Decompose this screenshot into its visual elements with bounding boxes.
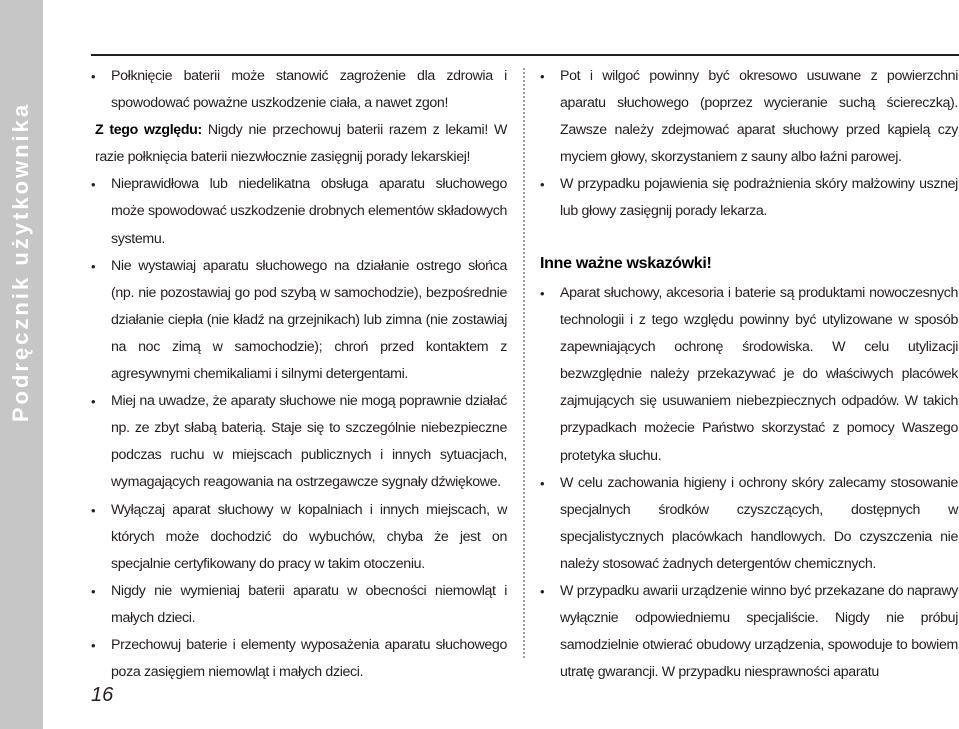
section-heading: Inne ważne wskazówki!: [540, 255, 712, 272]
sidebar-strip: [0, 0, 43, 729]
left-item-1: • Połknięcie baterii może stanowić zagrożenie dla zdrowia i spowodować poważne uszkodzenie ciała, a nawet zgon!: [91, 63, 507, 117]
right-item-3: • Aparat słuchowy, akcesoria i baterie są produktami nowoczesnych technologii i z tego względu powinny być utylizowane w sposób zapewniających ochronę środowiska. W celu utylizacji bezwzględnie należy przekazywać je do właściwych placówek zajmujących się usuwaniem niebezpiecznych odpadów. W takich przypadkach możecie Państwo skorzystać z pomocy Waszego protetyka słuchu.: [540, 280, 958, 470]
left-item-7: • Nigdy nie wymieniaj baterii aparatu w obecności niemowląt i małych dzieci.: [91, 578, 507, 632]
left-item-3: • Nieprawidłowa lub niedelikatna obsługa aparatu słuchowego może spowodować uszkodzenie drobnych elementów składowych systemu.: [91, 171, 507, 252]
left-item-2-text: Nigdy nie przechowuj baterii razem z lekami! W razie połknięcia baterii niezwłocznie zasięgnij porady lekarskiej!: [95, 122, 507, 166]
left-item-4: • Nie wystawiaj aparatu słuchowego na działanie ostrego słońca (np. nie pozostawiaj go pod szybą w samochodzie), bezpośrednie działanie ciepła (nie kładź na grzejnikach) lub zimna (nie zostawiaj na noc zimą w samochodzie); chroń przed kontaktem z agresywnymi chemikaliami i silnymi detergentami.: [91, 253, 507, 388]
sidebar-title: Podręcznik użytkownika: [8, 101, 33, 423]
right-column-top: [540, 63, 958, 226]
left-item-5: • Miej na uwadze, że aparaty słuchowe nie mogą poprawnie działać np. ze zbyt słabą baterią. Staje się to szczególnie niebezpieczne podczas ruchu w miejscach publicznych i innych sytuacjach, wymagających reagowania na ostrzegawcze sygnały dźwiękowe.: [91, 388, 507, 496]
left-item-8: • Przechowuj baterie i elementy wyposażenia aparatu słuchowego poza zasięgiem niemowląt i małych dzieci.: [91, 632, 507, 686]
right-item-2: • W przypadku pojawienia się podrażnienia skóry małżowiny usznej lub głowy zasięgnij porady lekarza.: [540, 171, 958, 225]
page-number: 16: [91, 684, 114, 706]
top-rule: [91, 54, 959, 56]
left-column: [91, 63, 507, 686]
right-item-1: • Pot i wilgoć powinny być okresowo usuwane z powierzchni aparatu słuchowego (poprzez wycieranie suchą ściereczką). Zawsze należy zdejmować aparat słuchowy przed kąpielą czy myciem głowy, skorzystaniem z sauny albo łaźni parowej.: [540, 63, 958, 171]
left-item-6: • Wyłączaj aparat słuchowy w kopalniach i innych miejscach, w których może dochodzić do wybuchów, chyba że jest on specjalnie certyfikowany do pracy w takim otoczeniu.: [91, 497, 507, 578]
right-item-4: • W celu zachowania higieny i ochrony skóry zalecamy stosowanie specjalnych środków czyszczących, dostępnych w specjalistycznych placówkach handlowych. Do czyszczenia nie należy stosować żadnych detergentów chemicznych.: [540, 470, 958, 578]
left-item-2: [91, 117, 507, 171]
right-column-bottom: [540, 280, 958, 686]
column-divider: [523, 68, 525, 658]
right-item-5: • W przypadku awarii urządzenie winno być przekazane do naprawy wyłącznie odpowiedniemu specjaliście. Nigdy nie próbuj samodzielnie otwierać obudowy urządzenia, spowoduje to bowiem utratę gwarancji. W przypadku niesprawności aparatu: [540, 578, 958, 686]
left-item-2-lead: Z tego względu:: [95, 122, 202, 139]
